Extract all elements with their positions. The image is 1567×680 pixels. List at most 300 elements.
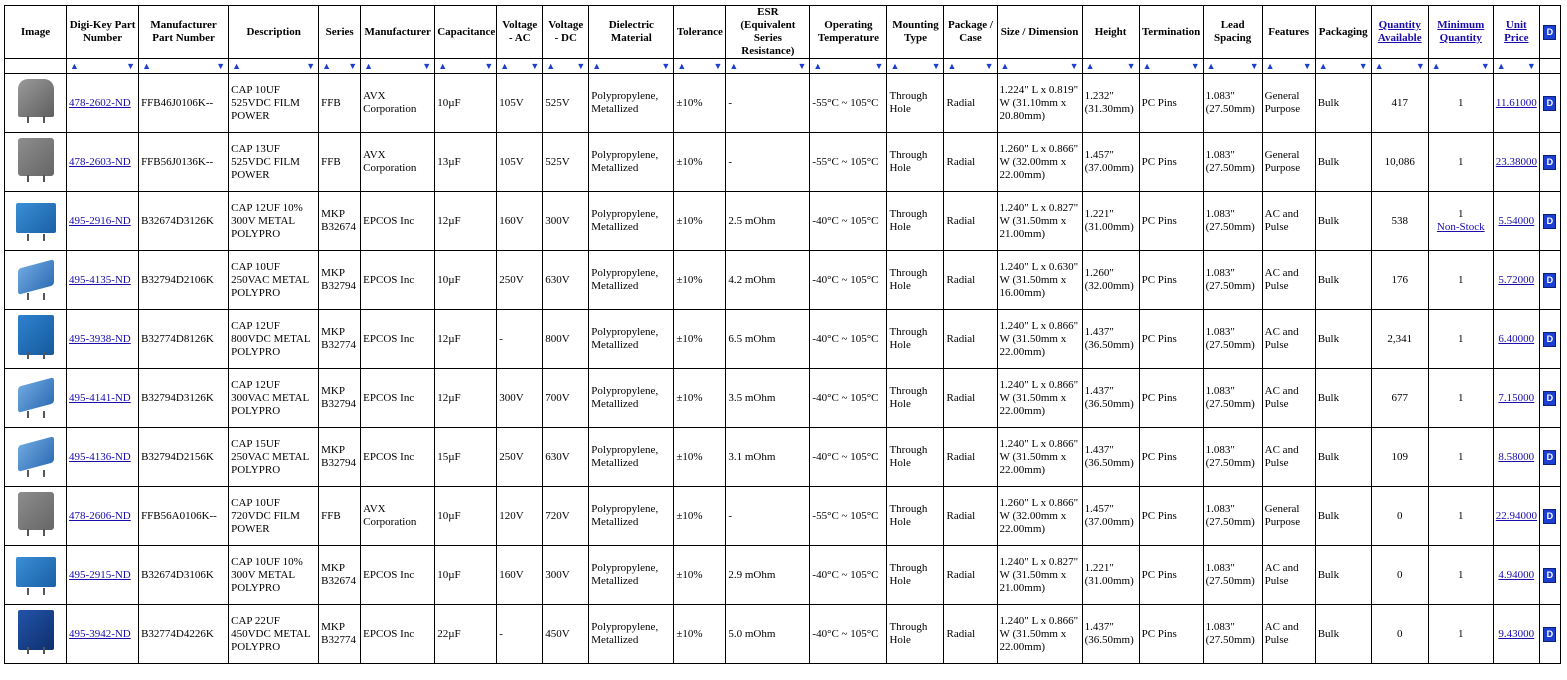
sort-controls-image bbox=[5, 59, 67, 74]
sort-ascending-icon[interactable]: ▲ bbox=[322, 61, 332, 71]
cell-esr bbox=[726, 369, 810, 428]
sort-cell bbox=[944, 59, 996, 73]
datasheet-icon[interactable]: D bbox=[1543, 25, 1556, 40]
sort-cell bbox=[543, 59, 588, 73]
sort-controls-size bbox=[997, 59, 1082, 74]
sort-descending-icon[interactable]: ▼ bbox=[1480, 61, 1490, 71]
capacitor-lead bbox=[43, 588, 45, 595]
esr-value: 6.5 mOhm bbox=[728, 332, 776, 345]
sort-descending-icon[interactable]: ▼ bbox=[1302, 61, 1312, 71]
datasheet-icon[interactable]: D bbox=[1543, 214, 1556, 229]
cell-voltage_dc bbox=[543, 369, 589, 428]
sort-ascending-icon[interactable]: ▲ bbox=[1265, 61, 1275, 71]
cell-min_qty bbox=[1428, 546, 1493, 605]
cell-datasheet bbox=[1539, 310, 1560, 369]
sort-ascending-icon[interactable]: ▲ bbox=[1085, 61, 1095, 71]
height-value: 1.437" (36.50mm) bbox=[1084, 385, 1134, 410]
capacitor-blue-wide-icon[interactable] bbox=[15, 195, 57, 243]
capacitor-gray-rounded-icon[interactable] bbox=[15, 77, 57, 125]
cell-mfr_part bbox=[139, 369, 229, 428]
sort-ascending-icon[interactable]: ▲ bbox=[1318, 61, 1328, 71]
voltage_ac-value: - bbox=[499, 332, 503, 345]
column-header-price[interactable] bbox=[1493, 6, 1539, 59]
column-header-mounting bbox=[887, 6, 944, 59]
capacitor-gray-box-icon[interactable] bbox=[15, 490, 57, 538]
cell-height bbox=[1082, 310, 1139, 369]
column-header-manufacturer bbox=[361, 6, 435, 59]
description-value: CAP 10UF 720VDC FILM POWER bbox=[231, 496, 300, 535]
cell-qty bbox=[1371, 133, 1428, 192]
capacitor-navy-tall-icon[interactable] bbox=[15, 608, 57, 656]
cell-mounting bbox=[887, 133, 944, 192]
column-label-package: Package / Case bbox=[948, 19, 993, 44]
sort-descending-icon[interactable]: ▼ bbox=[126, 61, 136, 71]
sort-ascending-icon[interactable]: ▲ bbox=[592, 61, 602, 71]
sort-descending-icon[interactable]: ▼ bbox=[874, 61, 884, 71]
termination-value: PC Pins bbox=[1141, 391, 1177, 404]
qty-value: 538 bbox=[1391, 214, 1408, 227]
voltage_dc-value: 525V bbox=[545, 96, 570, 109]
cell-dielectric bbox=[589, 133, 674, 192]
cell-termination bbox=[1139, 133, 1203, 192]
sort-descending-icon[interactable]: ▼ bbox=[661, 61, 671, 71]
column-label-termination: Termination bbox=[1141, 25, 1201, 38]
datasheet-icon[interactable]: D bbox=[1543, 568, 1556, 583]
cell-tolerance bbox=[674, 487, 726, 546]
min-qty-value: 1 bbox=[1458, 450, 1464, 463]
sort-descending-icon[interactable]: ▼ bbox=[1249, 61, 1259, 71]
cell-series bbox=[319, 369, 361, 428]
cell-lead_spacing bbox=[1203, 369, 1262, 428]
unit-price-link[interactable]: 11.61000 bbox=[1495, 96, 1537, 109]
cell-description bbox=[229, 251, 319, 310]
capacitor-lead bbox=[43, 234, 45, 241]
cell-lead_spacing bbox=[1203, 546, 1262, 605]
lead_spacing-value: 1.083" (27.50mm) bbox=[1205, 385, 1255, 410]
cell-features bbox=[1262, 546, 1315, 605]
cell-voltage_dc bbox=[543, 428, 589, 487]
mounting-value: Through Hole bbox=[889, 503, 928, 528]
sort-ascending-icon[interactable]: ▲ bbox=[1374, 61, 1384, 71]
sort-ascending-icon[interactable]: ▲ bbox=[1206, 61, 1216, 71]
non-stock-link[interactable]: Non-Stock bbox=[1436, 221, 1485, 233]
cell-dielectric bbox=[589, 605, 674, 664]
column-header-dielectric bbox=[589, 6, 674, 59]
cell-temp bbox=[810, 74, 887, 133]
tolerance-value: ±10% bbox=[676, 627, 703, 640]
sort-ascending-icon[interactable]: ▲ bbox=[500, 61, 510, 71]
part-number-link[interactable]: 495-4136-ND bbox=[69, 450, 131, 463]
cell-temp bbox=[810, 192, 887, 251]
cell-packaging bbox=[1315, 487, 1371, 546]
voltage_ac-value: - bbox=[499, 627, 503, 640]
cell-datasheet bbox=[1539, 428, 1560, 487]
cell-manufacturer bbox=[361, 251, 435, 310]
sort-ascending-icon[interactable]: ▲ bbox=[546, 61, 556, 71]
cell-image bbox=[5, 369, 67, 428]
column-header-height bbox=[1082, 6, 1139, 59]
dielectric-value: Polypropylene, Metallized bbox=[591, 326, 659, 351]
cell-mfr_part bbox=[139, 74, 229, 133]
unit-price-link[interactable]: 5.54000 bbox=[1498, 214, 1535, 227]
column-header-size bbox=[997, 6, 1082, 59]
min-qty-value: 1 bbox=[1458, 509, 1464, 522]
cell-lead_spacing bbox=[1203, 74, 1262, 133]
cell-size bbox=[997, 310, 1082, 369]
unit-price-link[interactable]: 22.94000 bbox=[1495, 509, 1538, 522]
sort-descending-icon[interactable]: ▼ bbox=[1358, 61, 1368, 71]
cell-lead_spacing bbox=[1203, 192, 1262, 251]
cell-mounting bbox=[887, 605, 944, 664]
cell-features bbox=[1262, 428, 1315, 487]
cell-tolerance bbox=[674, 369, 726, 428]
series-value: MKP B32794 bbox=[321, 444, 356, 469]
cell-qty bbox=[1371, 310, 1428, 369]
size-value: 1.240" L x 0.866" W (31.50mm x 22.00mm) bbox=[999, 614, 1079, 653]
capacitor-blue-wide-icon[interactable] bbox=[15, 549, 57, 597]
cell-esr bbox=[726, 251, 810, 310]
cell-height bbox=[1082, 192, 1139, 251]
qty-value: 109 bbox=[1391, 450, 1408, 463]
voltage_dc-value: 720V bbox=[545, 509, 570, 522]
cell-termination bbox=[1139, 251, 1203, 310]
sort-cell bbox=[1083, 59, 1139, 73]
sort-descending-icon[interactable]: ▼ bbox=[216, 61, 226, 71]
sort-descending-icon[interactable]: ▼ bbox=[422, 61, 432, 71]
column-header-esr bbox=[726, 6, 810, 59]
sort-ascending-icon[interactable]: ▲ bbox=[677, 61, 687, 71]
mounting-value: Through Hole bbox=[889, 385, 928, 410]
sort-ascending-icon[interactable]: ▲ bbox=[890, 61, 900, 71]
part-number-link[interactable]: 478-2602-ND bbox=[69, 96, 131, 109]
cell-price bbox=[1493, 369, 1539, 428]
sort-ascending-icon[interactable]: ▲ bbox=[232, 61, 242, 71]
sort-ascending-icon[interactable]: ▲ bbox=[438, 61, 448, 71]
sort-controls-mounting bbox=[887, 59, 944, 74]
cell-description bbox=[229, 74, 319, 133]
cell-size bbox=[997, 133, 1082, 192]
cell-description bbox=[229, 605, 319, 664]
column-header-voltage_ac bbox=[497, 6, 543, 59]
datasheet-icon[interactable]: D bbox=[1543, 273, 1556, 288]
cell-price bbox=[1493, 546, 1539, 605]
part-number-link[interactable]: 495-2915-ND bbox=[69, 568, 131, 581]
cell-description bbox=[229, 310, 319, 369]
datasheet-icon[interactable]: D bbox=[1543, 391, 1556, 406]
cell-series bbox=[319, 251, 361, 310]
cell-series bbox=[319, 487, 361, 546]
sort-descending-icon[interactable]: ▼ bbox=[530, 61, 540, 71]
cell-datasheet bbox=[1539, 546, 1560, 605]
sort-descending-icon[interactable]: ▼ bbox=[1069, 61, 1079, 71]
cell-voltage_ac bbox=[497, 546, 543, 605]
cell-image bbox=[5, 487, 67, 546]
capacitor-lead bbox=[43, 411, 45, 418]
datasheet-icon[interactable]: D bbox=[1543, 96, 1556, 111]
cell-packaging bbox=[1315, 605, 1371, 664]
cell-capacitance bbox=[435, 74, 497, 133]
cell-features bbox=[1262, 310, 1315, 369]
unit-price-link[interactable]: 6.40000 bbox=[1498, 332, 1535, 345]
part-number-link[interactable]: 478-2606-ND bbox=[69, 509, 131, 522]
capacitor-blue-iso-icon[interactable] bbox=[15, 254, 57, 302]
cell-manufacturer bbox=[361, 605, 435, 664]
cell-features bbox=[1262, 487, 1315, 546]
capacitor-lead bbox=[43, 293, 45, 300]
features-value: AC and Pulse bbox=[1264, 621, 1299, 646]
cell-termination bbox=[1139, 192, 1203, 251]
cell-height bbox=[1082, 74, 1139, 133]
table-row bbox=[5, 133, 1561, 192]
column-header-min_qty[interactable] bbox=[1428, 6, 1493, 59]
capacitor-body bbox=[18, 492, 54, 530]
temp-value: -40°C ~ 105°C bbox=[812, 391, 879, 404]
termination-value: PC Pins bbox=[1141, 627, 1177, 640]
part-number-link[interactable]: 495-3942-ND bbox=[69, 627, 131, 640]
description-value: CAP 15UF 250VAC METAL POLYPRO bbox=[231, 437, 309, 476]
dielectric-value: Polypropylene, Metallized bbox=[591, 385, 659, 410]
dielectric-value: Polypropylene, Metallized bbox=[591, 444, 659, 469]
cell-package bbox=[944, 133, 997, 192]
column-header-qty[interactable] bbox=[1371, 6, 1428, 59]
features-value: AC and Pulse bbox=[1264, 267, 1299, 292]
min-qty-value: 1 bbox=[1458, 568, 1464, 581]
sort-cell bbox=[1316, 59, 1371, 73]
voltage_dc-value: 800V bbox=[545, 332, 570, 345]
sort-ascending-icon[interactable]: ▲ bbox=[364, 61, 374, 71]
sort-ascending-icon[interactable]: ▲ bbox=[70, 61, 79, 71]
capacitor-lead bbox=[43, 647, 45, 654]
sort-cell bbox=[998, 59, 1082, 73]
manufacturer-value: EPCOS Inc bbox=[363, 214, 415, 227]
sort-link-qty[interactable]: Quantity Available bbox=[1377, 19, 1422, 44]
parametric-results-table bbox=[4, 5, 1561, 664]
part-number-link[interactable]: 495-3938-ND bbox=[69, 332, 131, 345]
part-number-link[interactable]: 495-4135-ND bbox=[69, 273, 131, 286]
sort-row bbox=[5, 59, 1561, 74]
cell-voltage_ac bbox=[497, 74, 543, 133]
capacitor-body bbox=[18, 436, 54, 472]
cell-image bbox=[5, 310, 67, 369]
sort-controls-height bbox=[1082, 59, 1139, 74]
size-value: 1.240" L x 0.866" W (31.50mm x 22.00mm) bbox=[999, 437, 1079, 476]
cell-voltage_dc bbox=[543, 487, 589, 546]
capacitor-gray-box-icon[interactable] bbox=[15, 136, 57, 184]
lead_spacing-value: 1.083" (27.50mm) bbox=[1205, 90, 1255, 115]
capacitance-value: 10µF bbox=[437, 509, 461, 522]
cell-packaging bbox=[1315, 74, 1371, 133]
cell-packaging bbox=[1315, 192, 1371, 251]
sort-ascending-icon[interactable]: ▲ bbox=[947, 61, 957, 71]
cell-size bbox=[997, 192, 1082, 251]
cell-dk_part bbox=[67, 74, 139, 133]
capacitance-value: 12µF bbox=[437, 332, 461, 345]
capacitor-lead bbox=[27, 293, 29, 300]
unit-price-link[interactable]: 8.58000 bbox=[1498, 450, 1535, 463]
cell-description bbox=[229, 546, 319, 605]
sort-ascending-icon[interactable]: ▲ bbox=[1142, 61, 1152, 71]
mounting-value: Through Hole bbox=[889, 621, 928, 646]
sort-ascending-icon[interactable]: ▲ bbox=[1000, 61, 1010, 71]
cell-height bbox=[1082, 487, 1139, 546]
cell-esr bbox=[726, 546, 810, 605]
sort-ascending-icon[interactable]: ▲ bbox=[813, 61, 823, 71]
cell-height bbox=[1082, 605, 1139, 664]
sort-descending-icon[interactable]: ▼ bbox=[1526, 61, 1536, 71]
sort-controls-description bbox=[229, 59, 319, 74]
qty-value: 417 bbox=[1391, 96, 1408, 109]
cell-voltage_ac bbox=[497, 605, 543, 664]
voltage_ac-value: 120V bbox=[499, 509, 524, 522]
esr-value: 3.1 mOhm bbox=[728, 450, 776, 463]
cell-package bbox=[944, 487, 997, 546]
termination-value: PC Pins bbox=[1141, 96, 1177, 109]
cell-dielectric bbox=[589, 74, 674, 133]
sort-descending-icon[interactable]: ▼ bbox=[984, 61, 994, 71]
sort-ascending-icon[interactable]: ▲ bbox=[729, 61, 739, 71]
temp-value: -40°C ~ 105°C bbox=[812, 273, 879, 286]
part-number-link[interactable]: 495-4141-ND bbox=[69, 391, 131, 404]
capacitor-blue-iso-icon[interactable] bbox=[15, 372, 57, 420]
tolerance-value: ±10% bbox=[676, 391, 703, 404]
capacitor-blue-iso-icon[interactable] bbox=[15, 431, 57, 479]
size-value: 1.224" L x 0.819" W (31.10mm x 20.80mm) bbox=[999, 83, 1079, 122]
sort-controls-datasheet bbox=[1539, 59, 1560, 74]
cell-qty bbox=[1371, 192, 1428, 251]
sort-cell bbox=[229, 59, 318, 73]
sort-cell bbox=[1429, 59, 1493, 73]
cell-mounting bbox=[887, 369, 944, 428]
cell-size bbox=[997, 605, 1082, 664]
cell-min_qty bbox=[1428, 487, 1493, 546]
cell-dielectric bbox=[589, 310, 674, 369]
sort-descending-icon[interactable]: ▼ bbox=[931, 61, 941, 71]
temp-value: -40°C ~ 105°C bbox=[812, 627, 879, 640]
features-value: AC and Pulse bbox=[1264, 562, 1299, 587]
unit-price-link[interactable]: 5.72000 bbox=[1498, 273, 1535, 286]
package-value: Radial bbox=[946, 214, 976, 227]
column-label-mounting: Mounting Type bbox=[892, 19, 939, 44]
sort-link-min_qty[interactable]: Minimum Quantity bbox=[1437, 19, 1485, 44]
package-value: Radial bbox=[946, 332, 976, 345]
cell-manufacturer bbox=[361, 487, 435, 546]
sort-descending-icon[interactable]: ▼ bbox=[1126, 61, 1136, 71]
unit-price-link[interactable]: 9.43000 bbox=[1498, 627, 1535, 640]
termination-value: PC Pins bbox=[1141, 155, 1177, 168]
sort-descending-icon[interactable]: ▼ bbox=[576, 61, 586, 71]
features-value: AC and Pulse bbox=[1264, 208, 1299, 233]
capacitor-lead bbox=[43, 175, 45, 182]
datasheet-icon[interactable]: D bbox=[1543, 332, 1556, 347]
lead_spacing-value: 1.083" (27.50mm) bbox=[1205, 444, 1255, 469]
cell-qty bbox=[1371, 428, 1428, 487]
sort-descending-icon[interactable]: ▼ bbox=[306, 61, 316, 71]
cell-price bbox=[1493, 605, 1539, 664]
sort-cell bbox=[726, 59, 809, 73]
cell-dielectric bbox=[589, 369, 674, 428]
capacitor-blue-tall-icon[interactable] bbox=[15, 313, 57, 361]
mfr_part-value: B32674D3126K bbox=[141, 214, 214, 227]
cell-temp bbox=[810, 310, 887, 369]
cell-voltage_dc bbox=[543, 192, 589, 251]
cell-termination bbox=[1139, 428, 1203, 487]
cell-features bbox=[1262, 133, 1315, 192]
sort-descending-icon[interactable]: ▼ bbox=[1415, 61, 1425, 71]
cell-mounting bbox=[887, 310, 944, 369]
cell-voltage_ac bbox=[497, 369, 543, 428]
cell-capacitance bbox=[435, 428, 497, 487]
sort-descending-icon[interactable]: ▼ bbox=[713, 61, 723, 71]
table-row bbox=[5, 369, 1561, 428]
voltage_dc-value: 700V bbox=[545, 391, 570, 404]
sort-ascending-icon[interactable]: ▲ bbox=[1431, 61, 1441, 71]
cell-size bbox=[997, 546, 1082, 605]
sort-ascending-icon[interactable]: ▲ bbox=[142, 61, 151, 71]
cell-termination bbox=[1139, 487, 1203, 546]
part-number-link[interactable]: 478-2603-ND bbox=[69, 155, 131, 168]
datasheet-icon[interactable]: D bbox=[1543, 450, 1556, 465]
part-number-link[interactable]: 495-2916-ND bbox=[69, 214, 131, 227]
height-value: 1.260" (32.00mm) bbox=[1084, 267, 1134, 292]
column-label-size: Size / Dimension bbox=[1000, 25, 1079, 38]
qty-value: 0 bbox=[1396, 509, 1403, 522]
package-value: Radial bbox=[946, 509, 976, 522]
cell-voltage_dc bbox=[543, 310, 589, 369]
cell-temp bbox=[810, 133, 887, 192]
unit-price-link[interactable]: 4.94000 bbox=[1498, 568, 1535, 581]
unit-price-link[interactable]: 7.15000 bbox=[1498, 391, 1535, 404]
cell-esr bbox=[726, 605, 810, 664]
qty-value: 176 bbox=[1391, 273, 1408, 286]
lead_spacing-value: 1.083" (27.50mm) bbox=[1205, 149, 1255, 174]
sort-descending-icon[interactable]: ▼ bbox=[797, 61, 807, 71]
esr-value: - bbox=[728, 155, 733, 168]
mounting-value: Through Hole bbox=[889, 562, 928, 587]
series-value: FFB bbox=[321, 509, 341, 522]
sort-cell bbox=[435, 59, 496, 73]
column-label-manufacturer: Manufacturer bbox=[364, 25, 431, 38]
cell-mfr_part bbox=[139, 546, 229, 605]
unit-price-link[interactable]: 23.38000 bbox=[1495, 155, 1538, 168]
manufacturer-value: AVX Corporation bbox=[363, 90, 417, 115]
qty-value: 0 bbox=[1396, 568, 1403, 581]
sort-descending-icon[interactable]: ▼ bbox=[348, 61, 358, 71]
cell-temp bbox=[810, 428, 887, 487]
datasheet-icon[interactable]: D bbox=[1543, 509, 1556, 524]
cell-tolerance bbox=[674, 74, 726, 133]
esr-value: 3.5 mOhm bbox=[728, 391, 776, 404]
sort-descending-icon[interactable]: ▼ bbox=[484, 61, 494, 71]
sort-descending-icon[interactable]: ▼ bbox=[1190, 61, 1200, 71]
datasheet-icon[interactable]: D bbox=[1543, 627, 1556, 642]
min-qty-value: 1 bbox=[1458, 273, 1464, 286]
voltage_dc-value: 630V bbox=[545, 273, 570, 286]
sort-ascending-icon[interactable]: ▲ bbox=[1496, 61, 1506, 71]
table-row bbox=[5, 251, 1561, 310]
cell-voltage_ac bbox=[497, 192, 543, 251]
column-header-capacitance bbox=[435, 6, 497, 59]
datasheet-column-header bbox=[1539, 6, 1560, 59]
cell-datasheet bbox=[1539, 74, 1560, 133]
description-value: CAP 13UF 525VDC FILM POWER bbox=[231, 142, 300, 181]
dielectric-value: Polypropylene, Metallized bbox=[591, 621, 659, 646]
datasheet-icon[interactable]: D bbox=[1543, 155, 1556, 170]
cell-capacitance bbox=[435, 605, 497, 664]
cell-mfr_part bbox=[139, 428, 229, 487]
sort-link-price[interactable]: Unit Price bbox=[1504, 19, 1529, 44]
height-value: 1.437" (36.50mm) bbox=[1084, 621, 1134, 646]
cell-lead_spacing bbox=[1203, 310, 1262, 369]
